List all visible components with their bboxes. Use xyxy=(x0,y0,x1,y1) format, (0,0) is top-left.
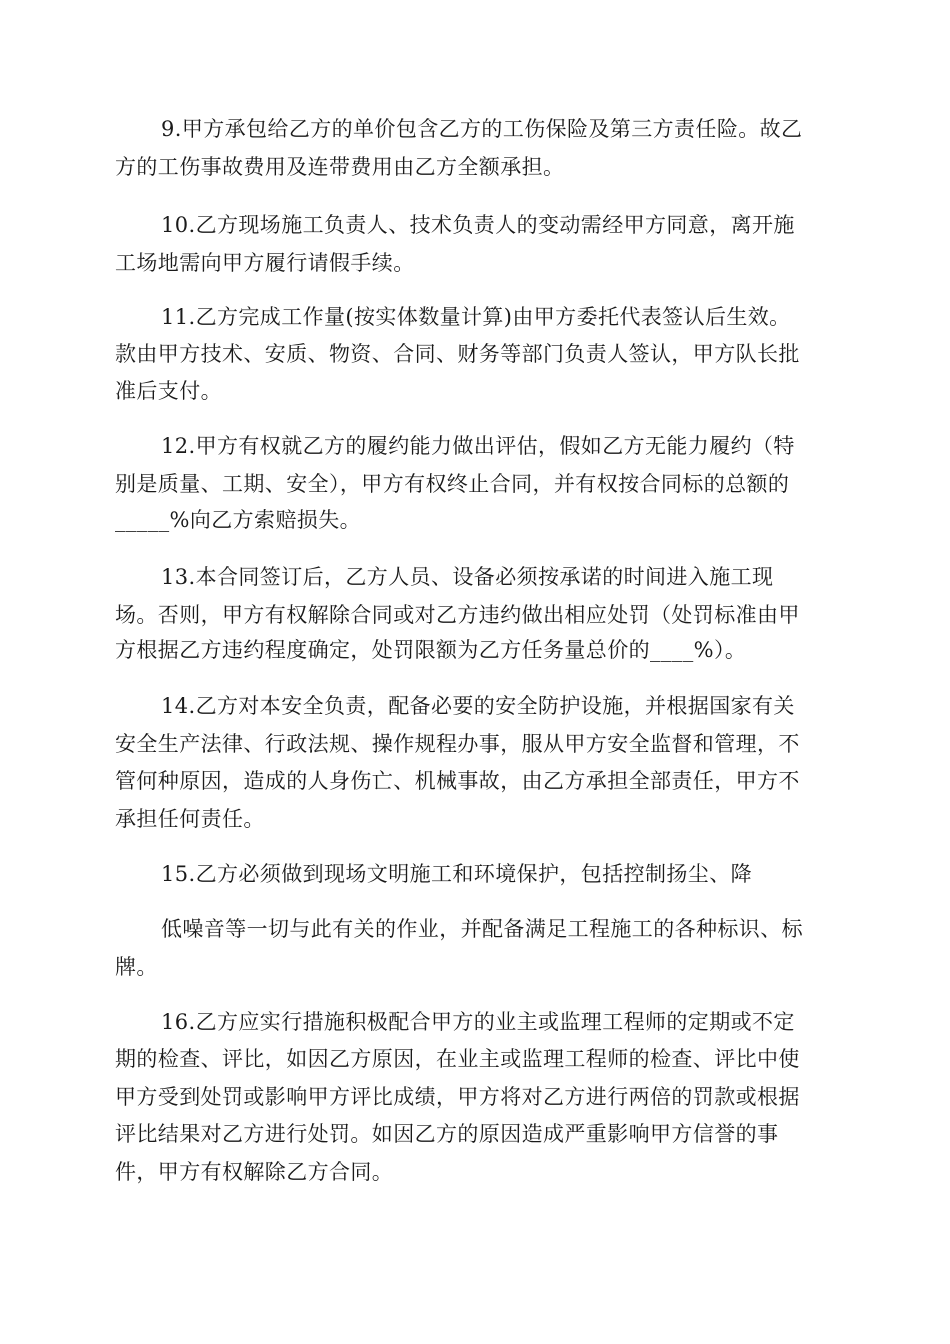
clause-9-line-2: 方的工伤事故费用及连带费用由乙方全额承担。 xyxy=(115,155,565,179)
clause-16-line-3: 甲方受到处罚或影响甲方评比成绩，甲方将对乙方进行两倍的罚款或根据 xyxy=(115,1085,800,1109)
clause-11-line-2: 款由甲方技术、安质、物资、合同、财务等部门负责人签认，甲方队长批 xyxy=(115,342,800,366)
clause-14-line-3: 管何种原因，造成的人身伤亡、机械事故，由乙方承担全部责任，甲方不 xyxy=(115,769,800,793)
clause-16-line-1: 16.乙方应实行措施积极配合甲方的业主或监理工程师的定期或不定 xyxy=(161,1010,795,1034)
clause-15-cont-line-1: 低噪音等一切与此有关的作业，并配备满足工程施工的各种标识、标 xyxy=(161,917,803,941)
clause-14-line-2: 安全生产法律、行政法规、操作规程办事，服从甲方安全监督和管理，不 xyxy=(115,732,800,756)
clause-12-line-3: _____%向乙方索赔损失。 xyxy=(115,508,362,532)
clause-13-line-1: 13.本合同签订后，乙方人员、设备必须按承诺的时间进入施工现 xyxy=(161,565,774,589)
clause-16-line-5: 件，甲方有权解除乙方合同。 xyxy=(115,1160,394,1184)
clause-10-line-2: 工场地需向甲方履行请假手续。 xyxy=(115,251,415,275)
clause-12-line-2: 别是质量、工期、安全），甲方有权终止合同，并有权按合同标的总额的 xyxy=(115,472,790,496)
clause-14-line-1: 14.乙方对本安全负责，配备必要的安全防护设施，并根据国家有关 xyxy=(161,694,795,718)
clause-13-line-2: 场。否则，甲方有权解除合同或对乙方违约做出相应处罚（处罚标准由甲 xyxy=(115,603,800,627)
clause-16-line-2: 期的检查、评比，如因乙方原因，在业主或监理工程师的检查、评比中使 xyxy=(115,1047,800,1071)
clause-15-cont-line-2: 牌。 xyxy=(115,955,158,979)
clause-11-line-3: 准后支付。 xyxy=(115,379,222,403)
clause-13-line-3: 方根据乙方违约程度确定，处罚限额为乙方任务量总价的____%）。 xyxy=(115,638,747,662)
clause-12-line-1: 12.甲方有权就乙方的履约能力做出评估，假如乙方无能力履约（特 xyxy=(161,434,795,458)
clause-11-line-1: 11.乙方完成工作量(按实体数量计算)由甲方委托代表签认后生效。 xyxy=(161,305,791,329)
clause-9-line-1: 9.甲方承包给乙方的单价包含乙方的工伤保险及第三方责任险。故乙 xyxy=(161,117,803,141)
clause-15-line-1: 15.乙方必须做到现场文明施工和环境保护，包括控制扬尘、降 xyxy=(161,862,752,886)
clause-14-line-4: 承担任何责任。 xyxy=(115,807,265,831)
clause-16-line-4: 评比结果对乙方进行处罚。如因乙方的原因造成严重影响甲方信誉的事 xyxy=(115,1122,779,1146)
clause-10-line-1: 10.乙方现场施工负责人、技术负责人的变动需经甲方同意，离开施 xyxy=(161,213,795,237)
